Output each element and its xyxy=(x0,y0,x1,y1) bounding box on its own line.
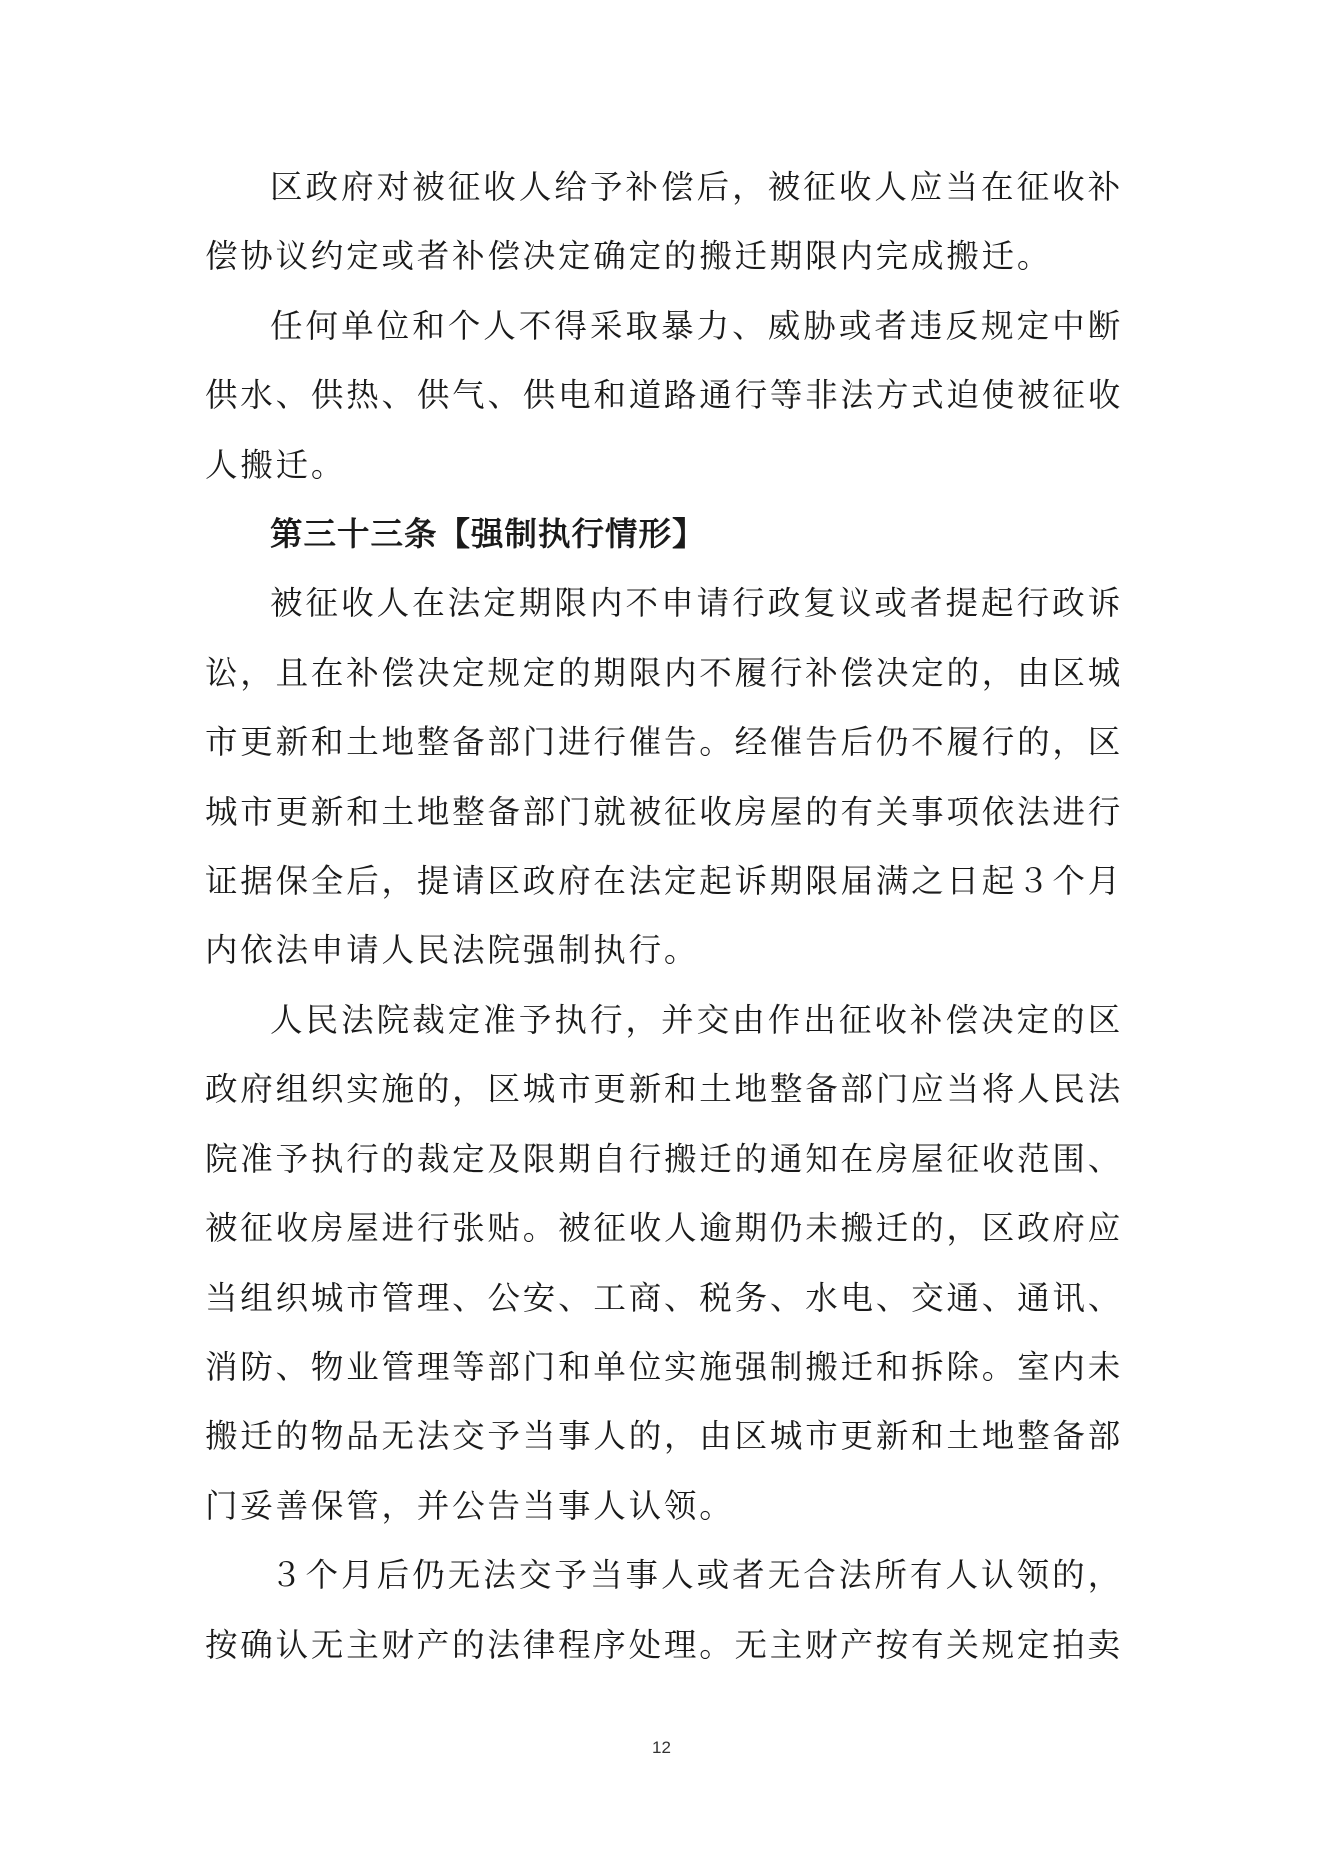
paragraph-unclaimed-property: ３个月后仍无法交予当事人或者无合法所有人认领的，按确认无主财产的法律程序处理。无主财产按有关规定拍卖 xyxy=(205,1556,1123,1664)
paragraph-enforcement-application: 被征收人在法定期限内不申请行政复议或者提起行政诉讼，且在补偿决定规定的期限内不履行补偿决定的，由区城市更新和土地整备部门进行催告。经催告后仍不履行的，区城市更新和土地整备部门就被征收房屋的有关事项依法进行证据保全后，提请区政府在法定起诉期限届满之日起３个月内依法申请人民法院强制执行。 xyxy=(205,584,1123,970)
paragraph-prohibited-coercion: 任何单位和个人不得采取暴力、威胁或者违反规定中断供水、供热、供气、供电和道路通行等非法方式迫使被征收人搬迁。 xyxy=(205,306,1123,484)
article-33-heading: 第三十三条【强制执行情形】 xyxy=(270,515,706,554)
page-number: 12 xyxy=(652,1738,671,1757)
paragraph-court-enforcement: 人民法院裁定准予执行，并交由作出征收补偿决定的区政府组织实施的，区城市更新和土地整备部门应当将人民法院准予执行的裁定及限期自行搬迁的通知在房屋征收范围、被征收房屋进行张贴。被征收人逾期仍未搬迁的，区政府应当组织城市管理、公安、工商、税务、水电、交通、通讯、消防、物业管理等部门和单位实施强制搬迁和拆除。室内未搬迁的物品无法交予当事人的，由区城市更新和土地整备部门妥善保管，并公告当事人认领。 xyxy=(205,1000,1123,1525)
paragraph-relocation-deadline: 区政府对被征收人给予补偿后，被征收人应当在征收补偿协议约定或者补偿决定确定的搬迁期限内完成搬迁。 xyxy=(205,168,1123,276)
document-body xyxy=(205,153,1123,1680)
